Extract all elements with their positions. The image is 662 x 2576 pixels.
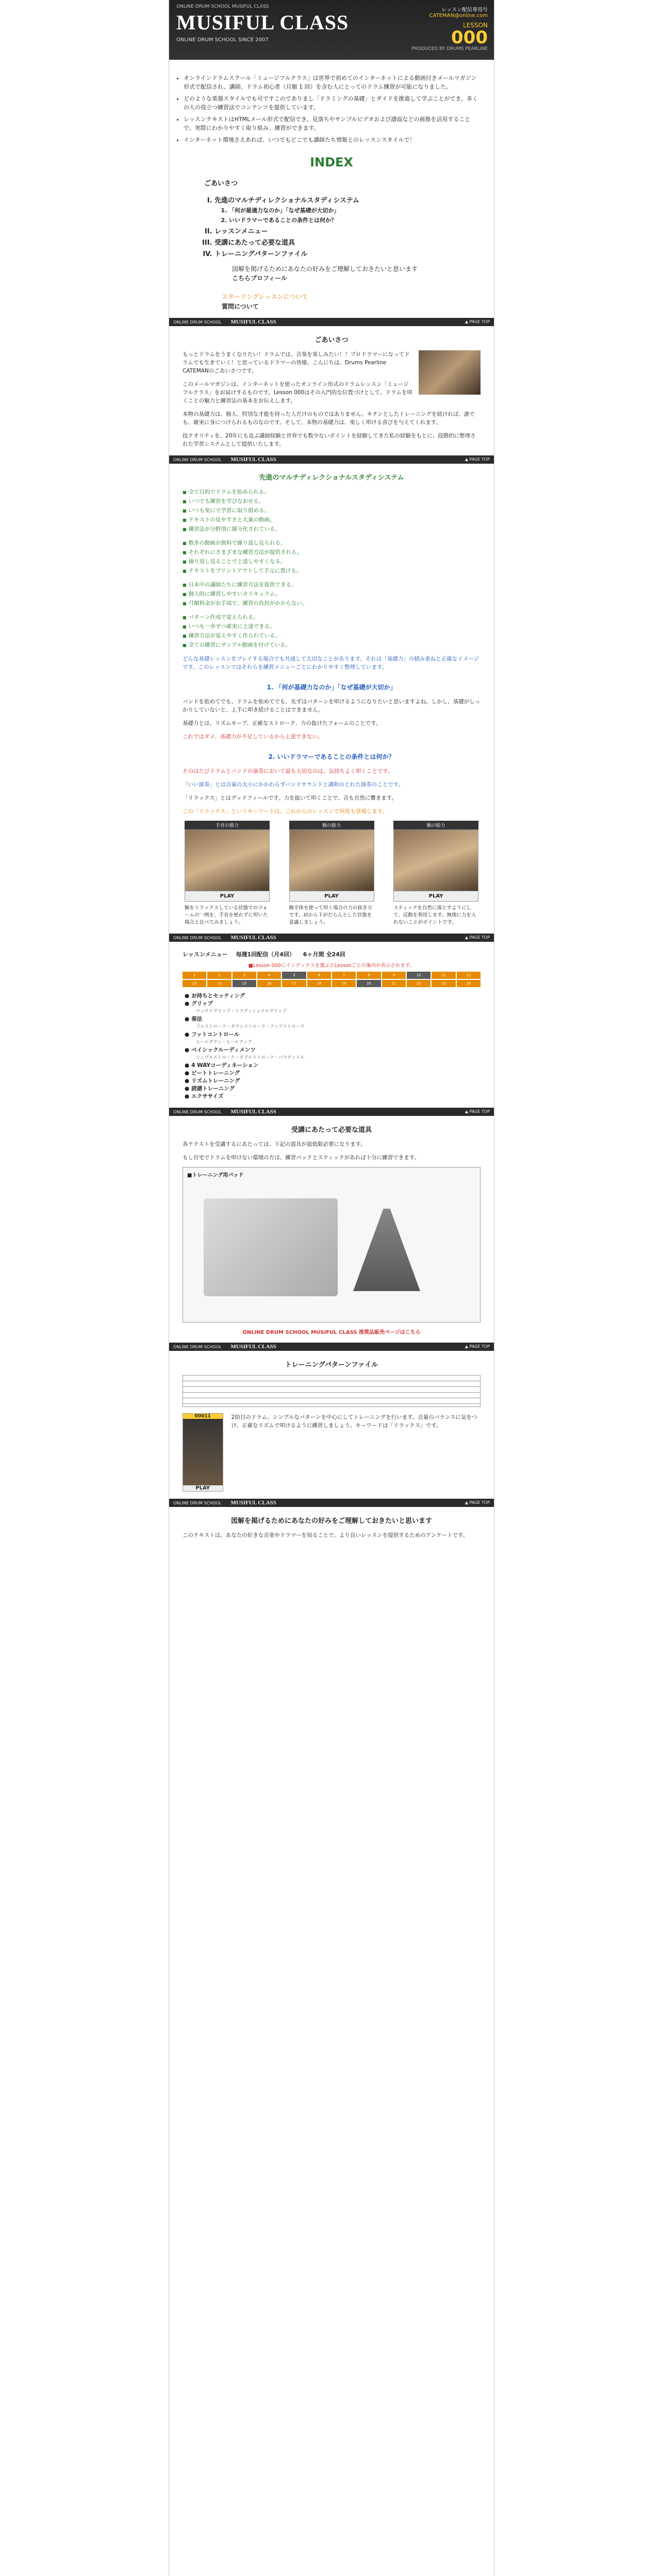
starting-lesson-link[interactable]: スターリングレッスンについて	[222, 293, 308, 300]
lesson-cell[interactable]: 5	[282, 972, 306, 979]
why-title: 1. 「何が基礎力なのか」「なぜ基礎が大切か」	[267, 684, 396, 691]
tools-text: 各テクストを受講するにあたっては、下記の道具が最低限必要になります。 もし自宅でドラムを叩けない環境の方は、練習パッドとスティックがあれば十分に練習できます。	[183, 1141, 420, 1161]
lesson-cell[interactable]: 10	[407, 972, 431, 979]
logo[interactable]: MUSIFUL CLASS	[176, 11, 349, 34]
page-top-link[interactable]: ▲ PAGE TOP	[465, 935, 490, 940]
lesson-menu-note: ■Lesson 000にインデックスを選ぶとLessonごとの案内が表示されます。	[248, 963, 415, 969]
lesson-cell[interactable]: 22	[407, 980, 431, 987]
good-drummer-text: そのはたびドラムとバンドの演奏において最も大切なのは、気持ちよく叩くことです。 「いい演奏」とは音量の大小にかかわらずバンドサウンドと調和のとれた演奏のことです。 「リラックス」とはグッドフィールです。力を抜いて叩くことで、音も自然に響きます。 この「リラックス」というキーワードは、これからのレッスンで何度も登場します。	[183, 768, 404, 815]
pattern-video-thumbnail[interactable]: 00011 PLAY	[183, 1413, 223, 1492]
masthead	[169, 0, 494, 60]
method-title: 先進のマルチディレクショナルスタディシステム	[259, 474, 404, 482]
tools-figure	[183, 1167, 481, 1323]
lesson-cell[interactable]: 3	[233, 972, 256, 979]
producer: PRODUCED BY DRUMS PEARLINE	[411, 46, 488, 52]
index-title: INDEX	[310, 155, 353, 170]
pattern-video	[183, 1413, 481, 1492]
index-subitem[interactable]: 2. いいドラマーであることの条件とは何か？	[229, 216, 494, 224]
issue-type: レッスン配信専用号	[441, 7, 488, 13]
intro-item: • どのような楽器スタイルでも可ですこのでありまし「ドラミングの基礎」とダイドを推進して学ぶことができ、多くの人の役立つ練習法でコンテンツを提供しています。	[184, 94, 479, 112]
greeting-title: ごあいさつ	[315, 336, 349, 344]
lesson-cell[interactable]: 17	[282, 980, 306, 987]
play-button[interactable]: PLAY	[393, 891, 478, 902]
lesson-cell[interactable]: 4	[257, 972, 281, 979]
section-bar: ONLINE DRUM SCHOOL MUSIFUL CLASS ▲ PAGE TOP	[169, 318, 494, 326]
intro-list	[169, 65, 494, 149]
practice-pad-image	[204, 1198, 338, 1296]
lesson-cell[interactable]: 20	[357, 980, 380, 987]
video-thumbnail[interactable]	[393, 829, 478, 891]
lesson-cell[interactable]: 21	[382, 980, 406, 987]
lesson-cell[interactable]: 8	[357, 972, 380, 979]
profile-link[interactable]: こちらプロフィール	[232, 275, 287, 282]
lesson-cell[interactable]: 13	[183, 980, 206, 987]
instructor-photo	[419, 350, 481, 395]
tools-title: 受講にあたって必要な道具	[291, 1126, 372, 1134]
tagline: ONLINE DRUM SCHOOL SINCE 2007	[176, 37, 269, 43]
lesson-cell[interactable]: 16	[257, 980, 281, 987]
lesson-cell[interactable]: 2	[207, 972, 231, 979]
play-button[interactable]: PLAY	[185, 891, 270, 902]
section-bar: ONLINE DRUM SCHOOL MUSIFUL CLASS ▲ PAGE TOP	[169, 1499, 494, 1507]
pad-label: ■トレーニング用パッド	[187, 1173, 244, 1178]
lesson-menu-list	[169, 992, 494, 1100]
page-top-link[interactable]: ▲ PAGE TOP	[465, 457, 490, 462]
pattern-title: トレーニングパターンファイル	[285, 1361, 378, 1369]
video-thumbnail[interactable]	[185, 829, 270, 891]
greeting-text: もっとドラムをうまくなりたい！ドラムでは、音楽を楽しみたい！！プロドラマーになってドラムでも生きていく！と思っているドラマーの皆様、こんにちは。Drums Pearline CATEMANのごあいさつです。 このメールマガジンは、インターネットを使ったオンライン形式のドラムレッスン「ミュージフルクラス」をお届けするものです。Lesson 000はその入門的な位置づけとして、ドラムを叩くことの魅力と練習法の基本をお伝えします。 本物の基礎力は、個人、特別な才能を持った人だけのものではありません。キチンとしたトレーニングを続ければ、誰でも、確実に身につけられるものなのです。そして、本物の基礎力は、楽しく叩ける喜びを与えてくれます。 技クオリティを、20年にも及ぶ講師経験と世界でも数少ないポイントを経験してきた私の経験をもとに、段階的に整理された学習システムとして提供いたします。	[169, 350, 494, 448]
lesson-number: 000	[451, 27, 488, 48]
closing-title: 図解を掲げるためにあなたの好みをご理解しておきたいと思います	[230, 1517, 432, 1525]
lesson-menu-item: ● 4 WAYコーディネーション	[185, 1062, 478, 1070]
intro-item: • レッスンテキストはHTMLメール形式で配信でき、見落ちやサンプルビデオおよび譜面などの画像を活用することで、実際にわかりやすく取り組み、練習ができます。	[184, 115, 479, 132]
index-section	[169, 173, 494, 311]
good-drummer-title: 2. いいドラマーであることの条件とは何か？	[268, 753, 395, 760]
video-card: 手首の脱力 PLAY 腕をリラックスしている状態でのフォームの一例を、手首を使わずに叩いた場合と比べてみましょう。	[185, 821, 270, 926]
shop-link[interactable]: ONLINE DRUM SCHOOL MUSIFUL CLASS 推奨品販売ページはこちら	[242, 1330, 421, 1335]
play-button[interactable]: PLAY	[289, 891, 374, 902]
video-card: 腕の脱力 PLAY 腕全体を使って叩く場合の力の抜き方です。肩から下がだらんとした状態を意識しましょう。	[289, 821, 374, 926]
page-top-link[interactable]: ▲ PAGE TOP	[465, 319, 490, 324]
lesson-menu-item: ● エクササイズ	[185, 1093, 478, 1100]
lesson-cell[interactable]: 9	[382, 972, 406, 979]
lesson-cell[interactable]: 11	[432, 972, 455, 979]
lesson-menu-item: ● お持ちとセッティング	[185, 992, 478, 1000]
intro-item: • インターネット環境さえあれば、いつでもどこでも講師たち情報とのレッスンスタイルで！	[184, 135, 479, 144]
lesson-label: LESSON	[463, 22, 488, 29]
lesson-cell[interactable]: 19	[332, 980, 356, 987]
method-text: ■ 全て目的でドラムを始められる。 ■ いつでも練習を学びなおせる。 ■ いつも楽にで学習に取り組める。 ■ テキストの見やすさと大量の動画。 ■ 練習法が分野別に細分化されている。 ■ 数多の動画が無料で繰り返し見られる。 ■ それぞれにさまざまな練習方法が提供される。 ■ 繰り返し見ることで上達しやすくなる。 ■ テキストをプリントアウトして手元に置ける。 ■ 日本中の講師たちに練習方法を提供できる。 ■ 個人的に練習しやすいカリキュラム。 ■ 月額料金がお手頃で、練習の負担がかからない。 ■ パターン作成で覚えられる。 ■ いつも一歩ずつ確実に上達できる。 ■ 練習方法が覚えやすく作られている。 ■ 全ての練習にサンプル動画を付けている。 どんな基礎レッスンをプレイする場合でも共通して大切なことがあります。それは「基礎力」の積み重ねと正確なイメージです。このレッスンではそれらを練習メニューごとにわかりやすく整理しています。	[169, 488, 494, 671]
index-item-pattern[interactable]: IV. トレーニングパターンファイル	[214, 248, 494, 258]
index-subitem[interactable]: 1. 「何が最適力なのか」「なぜ基礎が大切か」	[229, 206, 494, 214]
video-row	[169, 821, 494, 926]
lesson-menu-subitem: フルストローク・ダウンストローク・アップストローク	[196, 1024, 305, 1029]
lesson-menu-item: ● ベイシックルーディメンツ	[185, 1046, 478, 1054]
lesson-menu-subitem: シングルストローク・ダブルストローク・パラディドル	[196, 1055, 305, 1060]
masthead-superscript: ONLINE DRUM SCHOOL MUSIFUL CLASS	[176, 4, 269, 9]
lesson-grid	[183, 972, 481, 987]
section-bar: ONLINE DRUM SCHOOL MUSIFUL CLASS ▲ PAGE TOP	[169, 934, 494, 942]
lesson-menu-item: ● 読譜トレーニング	[185, 1085, 478, 1093]
lesson-cell[interactable]: 14	[207, 980, 231, 987]
newsletter-column	[169, 0, 494, 2576]
video-card: 腕の脱力 PLAY スティックを自然に落とすようにして、反動を利用します。無理に力を入れないことがポイントです。	[393, 821, 478, 926]
stand-image	[353, 1209, 420, 1291]
index-item-method[interactable]: I. 先進のマルチディレクショナルスタディシステム 1. 「何が最適力なのか」「なぜ基礎が大切か」 2. いいドラマーであることの条件とは何か？	[214, 195, 494, 224]
lesson-cell[interactable]: 12	[457, 972, 481, 979]
question-link[interactable]: 質問について	[222, 303, 259, 310]
page-top-link[interactable]: ▲ PAGE TOP	[465, 1344, 490, 1349]
lesson-cell[interactable]: 24	[457, 980, 481, 987]
intro-item: • オンラインドラムスクール「ミュージフルクラス」は世界で初めてのインターネットによる動画付きメールマガジン形式で配信され、講師、ドラム初心者（月額 1 回）を含む人にとってのドラム練習が可能になりました。	[184, 74, 479, 91]
lesson-menu-item: ● ビートトレーニング	[185, 1070, 478, 1077]
section-bar: ONLINE DRUM SCHOOL MUSIFUL CLASS ▲ PAGE TOP	[169, 455, 494, 464]
page-top-link[interactable]: ▲ PAGE TOP	[465, 1109, 490, 1114]
index-item-menu[interactable]: II. レッスンメニュー	[214, 226, 494, 235]
pattern-text: 2拍目のドラム、シンプルなパターンを中心にしてトレーニングを行います。音量のバランスに気をつけ、正確なリズムで叩けるように練習しましょう。キーワードは「リラックス」です。	[231, 1414, 477, 1429]
lesson-menu-item: ● フットコントロール	[185, 1031, 478, 1039]
lesson-cell[interactable]: 1	[183, 972, 206, 979]
lesson-menu-subitem: ヒールダウン・ヒールアップ	[196, 1040, 252, 1045]
closing-text: このテキストは、あなたの好きな音楽やドラマーを知ることで、より良いレッスンを提供するためのアンケートです。	[183, 1532, 469, 1538]
lesson-menu-item: ● グリップ	[185, 1000, 478, 1008]
index-item-tools[interactable]: III. 受講にあたって必要な道具	[214, 237, 494, 247]
lesson-cell[interactable]: 18	[307, 980, 331, 987]
why-text: バンドを始めてでも、ドラムを始めてでも、先ずはパターンを叩けるようになりたいと思いますよね。しかし、基礎がしっかりしていないと、上手に叩き続けることはできません。 基礎力とは、リズムキープ、正確なストローク、力の抜けたフォームのことです。 これではダメ、基礎力が不足しているから上達できない。	[183, 699, 481, 740]
lesson-cell[interactable]: 7	[332, 972, 356, 979]
lesson-menu-item: ● リズムトレーニング	[185, 1077, 478, 1085]
lesson-cell[interactable]: 15	[233, 980, 256, 987]
index-note: 図解を掲げるためにあなたの好みをご理解しておきたいと思います こちらプロフィール	[232, 264, 494, 283]
lesson-menu-subitem: マッチドグリップ・トラディショナルグリップ	[196, 1009, 287, 1014]
section-bar: ONLINE DRUM SCHOOL MUSIFUL CLASS ▲ PAGE TOP	[169, 1343, 494, 1351]
section-bar: ONLINE DRUM SCHOOL MUSIFUL CLASS ▲ PAGE TOP	[169, 1108, 494, 1116]
lesson-cell[interactable]: 6	[307, 972, 331, 979]
contact-email[interactable]: CATEMAN@online.com	[429, 13, 488, 19]
masthead-right	[411, 5, 488, 52]
play-button[interactable]: PLAY	[183, 1485, 223, 1491]
index-greeting-link[interactable]: ごあいさつ	[204, 180, 238, 188]
page-top-link[interactable]: ▲ PAGE TOP	[465, 1500, 490, 1505]
lesson-menu-header: レッスンメニュー 毎週1回配信（月4回） 6ヶ月間 全24回	[183, 951, 345, 958]
video-thumbnail[interactable]	[289, 829, 374, 891]
lesson-cell[interactable]: 23	[432, 980, 455, 987]
lesson-menu-item: ● 奏法	[185, 1015, 478, 1023]
score-notation	[183, 1375, 481, 1407]
